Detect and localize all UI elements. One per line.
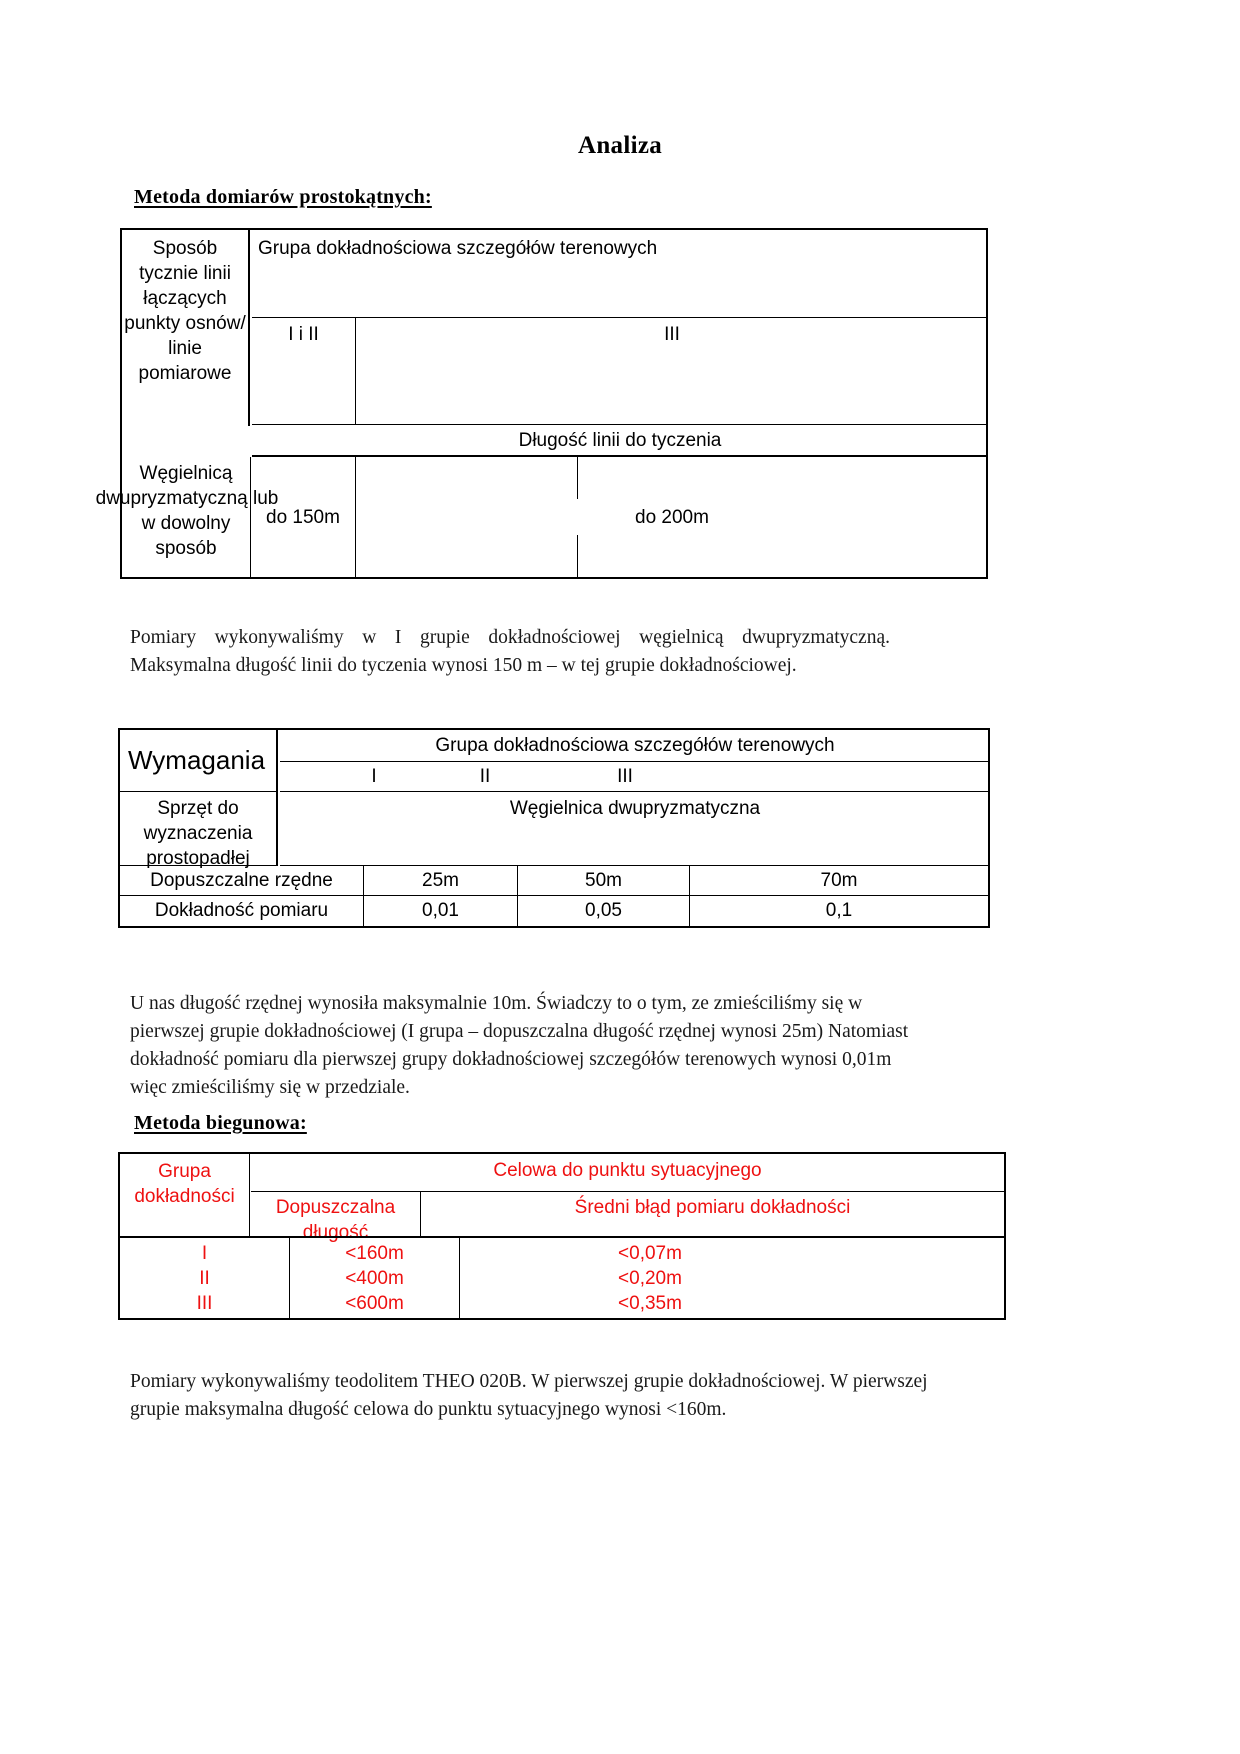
table3-row2-length: <600m <box>345 1293 404 1314</box>
table3-row2-group: III <box>196 1293 213 1314</box>
table2-row1-value2: 0,05 <box>585 900 622 921</box>
table2-row0-value2: 50m <box>585 870 622 891</box>
table3-error-header-text: Średni błąd pomiaru dokładności <box>574 1197 851 1218</box>
table2-row1-value3: 0,1 <box>825 900 853 921</box>
table2-group-header-cell <box>280 730 990 762</box>
table3-group-label-line1: Grupa <box>158 1161 211 1182</box>
table-domiary-prostokatne <box>95 228 988 579</box>
table1-length-header-cell <box>252 425 988 457</box>
section-heading-biegunowa: Metoda biegunowa: <box>134 1112 307 1134</box>
table2-equipment-label-cell <box>120 792 278 869</box>
table3-length-column <box>290 1238 460 1320</box>
table3-group-label-line2: dokładności <box>134 1186 235 1207</box>
table1-method-label-cell <box>95 457 279 577</box>
table-wymagania <box>118 728 990 928</box>
table2-title-text: Wymagania <box>128 745 266 775</box>
table2-equipment-label-text: Sprzęt do wyznaczenia prostopadłej <box>143 798 253 869</box>
table2-row1-value1-cell <box>364 896 518 926</box>
table3-error-header-cell <box>421 1192 1004 1236</box>
table3-target-header-text: Celowa do punktu sytuacyjnego <box>493 1160 762 1181</box>
table3-length-header-line2: długość <box>302 1222 369 1243</box>
table-metoda-biegunowa <box>118 1152 1006 1320</box>
table2-row1-value2-cell <box>518 896 690 926</box>
table1-group2-text: III <box>664 324 680 345</box>
table1-method-label-line3: w dowolny <box>141 513 231 534</box>
table-row <box>120 866 988 896</box>
table1-value2-text: do 200m <box>635 506 709 528</box>
table2-row0-value3-cell <box>690 866 988 896</box>
table1-left-header-text: Sposób tycznie linii łączących punkty osnów/ linie pomiarowe <box>124 238 246 384</box>
paragraph-prostokatne: Pomiary wykonywaliśmy w I grupie dokładnościowej węgielnicą dwupryzmatyczną. Maksymalna długość linii do tyczenia wynosi 150 m – w tej grupie dokładnościowej. <box>130 627 890 676</box>
table1-group1-text: I i II <box>288 324 319 345</box>
table1-value1-cell <box>250 457 356 577</box>
table3-length-header-line1: Dopuszczalna <box>275 1197 396 1218</box>
table3-row0-length: <160m <box>345 1243 404 1264</box>
table1-value2-cell <box>356 457 988 577</box>
table3-row0-error: <0,07m <box>618 1243 682 1264</box>
table2-row1-label: Dokładność pomiaru <box>154 900 329 921</box>
table2-row1-label-cell <box>120 896 364 926</box>
table2-equipment-value-cell <box>280 792 990 866</box>
page-title: Analiza <box>577 132 663 159</box>
table3-row1-group: II <box>199 1268 210 1289</box>
paragraph-wymagania: U nas długość rzędnej wynosiła maksymalnie 10m. Świadczy to o tym, ze zmieściliśmy się w pierwszej grupie dokładnościowej (I grupa – dopuszczalna długość rzędnej wynosi 25m) Natomiast dokładność pomiaru dla pierwszej grupy dokładnościowej szczegółów terenowych wynosi 0,01m więc zmieściliśmy się w przedziale. <box>130 993 909 1098</box>
table2-row1-value3-cell <box>690 896 988 926</box>
table3-error-column <box>460 1238 1004 1320</box>
table3-row2-error: <0,35m <box>618 1293 682 1314</box>
table2-row0-value1: 25m <box>422 870 459 891</box>
table2-roman-3: III <box>617 766 633 787</box>
table2-row0-value2-cell <box>518 866 690 896</box>
table2-row0-value1-cell <box>364 866 518 896</box>
table1-group-header-text: Grupa dokładnościowa szczegółów terenowych <box>258 238 658 259</box>
table2-group-header-text: Grupa dokładnościowa szczegółów terenowych <box>435 735 835 756</box>
table1-divider-top <box>577 457 578 499</box>
section-heading-prostokatne: Metoda domiarów prostokątnych: <box>134 186 432 208</box>
table1-left-header-cell <box>122 230 250 426</box>
table1-method-label-line1: Węgielnicą <box>139 463 233 484</box>
table1-divider-left <box>250 457 251 577</box>
table1-method-label-line2: dwupryzmatyczną lub <box>95 488 279 509</box>
table3-row1-error: <0,20m <box>618 1268 682 1289</box>
table3-row1-length: <400m <box>345 1268 404 1289</box>
paragraph-biegunowa: Pomiary wykonywaliśmy teodolitem THEO 020B. W pierwszej grupie dokładnościowej. W pierwszej grupie maksymalna długość celowa do punktu sytuacyjnego wynosi <160m. <box>130 1371 928 1420</box>
table2-row0-label-cell <box>120 866 364 896</box>
table2-roman-2: II <box>479 766 491 787</box>
table1-group1-cell <box>252 318 356 425</box>
table3-row0-group: I <box>201 1243 208 1264</box>
table1-group2-cell <box>356 318 988 425</box>
table1-value1-text: do 150m <box>266 506 340 528</box>
table3-group-label-cell <box>120 1154 250 1236</box>
table2-row0-label: Dopuszczalne rzędne <box>150 870 333 891</box>
table1-divider-bottom <box>577 535 578 577</box>
table2-roman-1: I <box>371 766 377 787</box>
table2-row0-value3: 70m <box>820 870 858 891</box>
table2-equipment-value-text: Węgielnica dwupryzmatyczna <box>509 798 761 819</box>
table-row <box>120 896 988 926</box>
table1-method-label-line4: sposób <box>155 538 217 559</box>
table2-roman-header-row <box>280 762 990 792</box>
table2-row1-value1: 0,01 <box>422 900 459 921</box>
table3-body <box>120 1236 1004 1318</box>
table3-target-header-cell <box>251 1154 1004 1192</box>
table3-group-column <box>120 1238 290 1320</box>
table2-title-cell <box>120 730 278 792</box>
table1-group-header-cell <box>252 230 988 318</box>
table1-length-header-text: Długość linii do tyczenia <box>518 430 722 451</box>
table3-length-header-cell <box>251 1192 421 1243</box>
